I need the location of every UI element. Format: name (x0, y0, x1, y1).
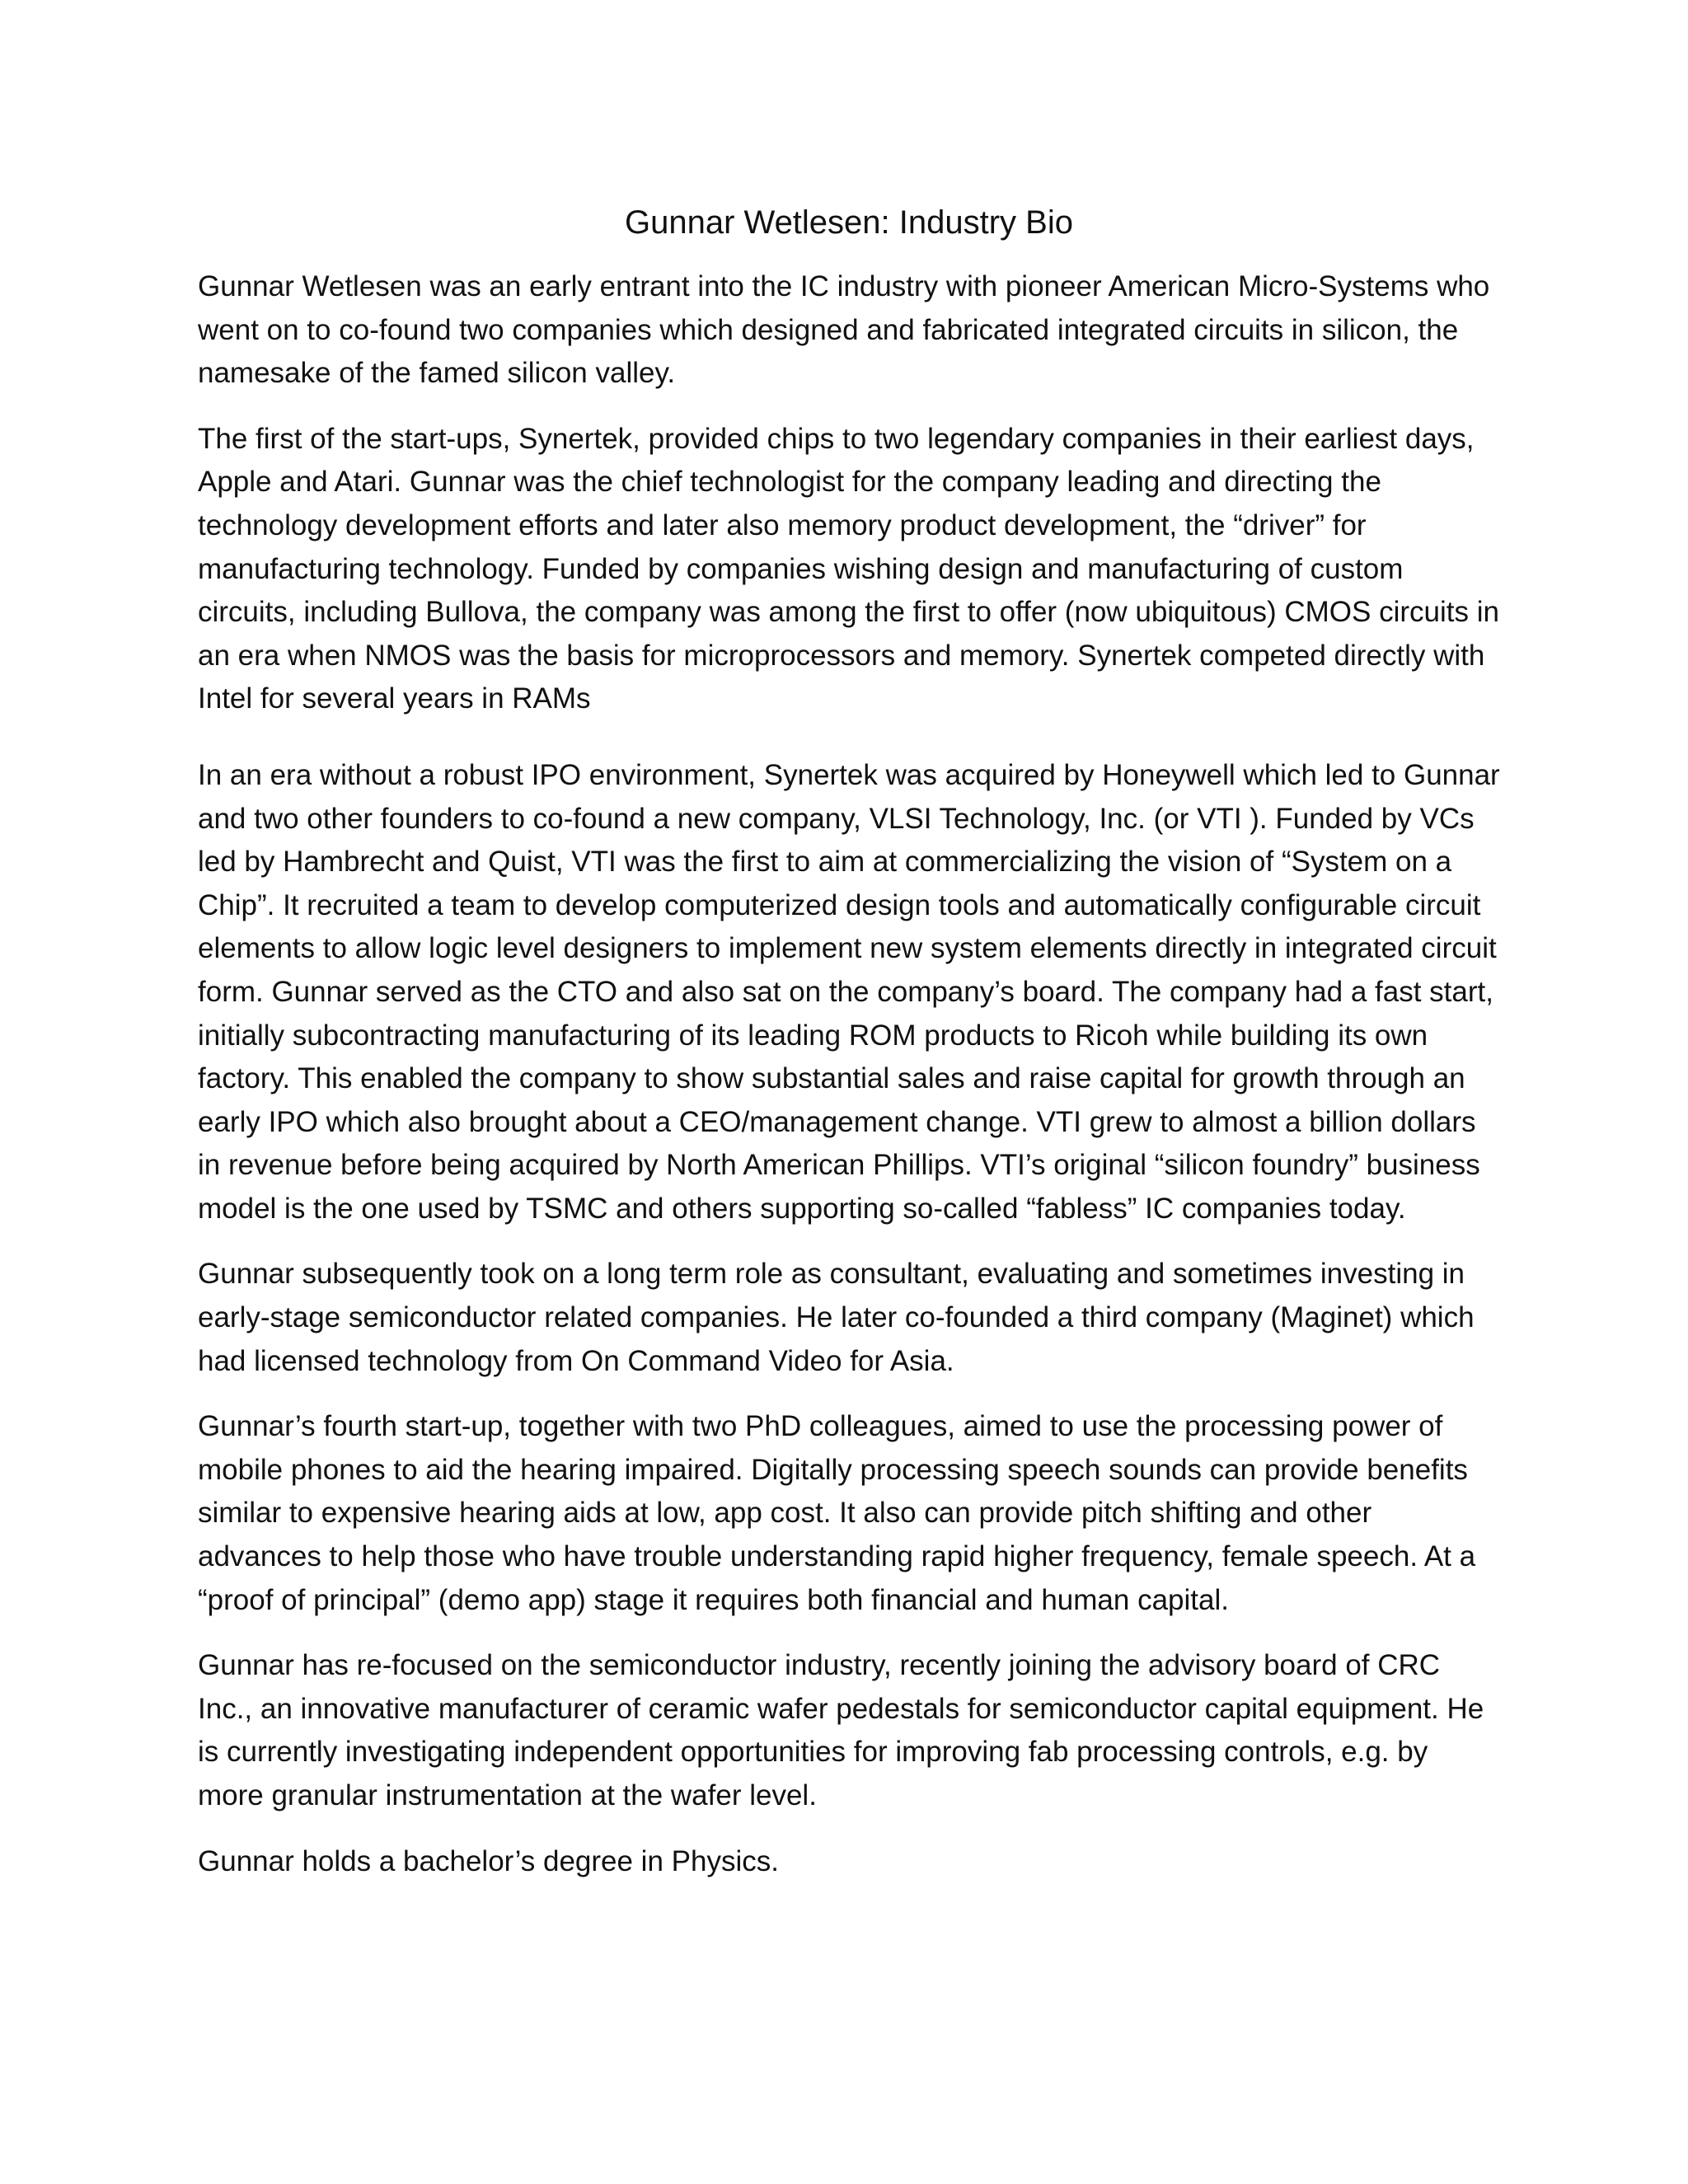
paragraph-degree: Gunnar holds a bachelor’s degree in Physics. (198, 1844, 779, 1877)
paragraph-semiconductor-refocus: Gunnar has re-focused on the semiconductor industry, recently joining the advisory board of CRC Inc., an innovative manufacturer of ceramic wafer pedestals for semiconductor capital equipment. He is currently investigating independent opportunities for improving fab processing controls, e.g. by more granular instrumentation at the wafer level. (198, 1649, 1484, 1811)
document-title: Gunnar Wetlesen: Industry Bio (625, 204, 1073, 241)
paragraph-consultant: Gunnar subsequently took on a long term role as consultant, evaluating and sometimes investing in early-stage semiconductor related companies. He later co-founded a third company (Maginet) which had licensed technology from On Command Video for Asia. (198, 1258, 1475, 1377)
paragraph-intro: Gunnar Wetlesen was an early entrant into the IC industry with pioneer American Micro-Systems who went on to co-found two companies which designed and fabricated integrated circuits in silicon, the namesake of the famed silicon valley. (198, 270, 1490, 390)
document-body (198, 198, 1500, 1905)
paragraph-synertek: The first of the start-ups, Synertek, provided chips to two legendary companies in their earliest days, Apple and Atari. Gunnar was the chief technologist for the company leading and directing the technology development efforts and later also memory product development, the “driver” for manufacturing technology. Funded by companies wishing design and manufacturing of custom circuits, including Bullova, the company was among the first to offer (now ubiquitous) CMOS circuits in an era when NMOS was the basis for microprocessors and memory. Synertek competed directly with Intel for several years in RAMs (198, 422, 1499, 715)
paragraph-fourth-startup: Gunnar’s fourth start-up, together with two PhD colleagues, aimed to use the processing power of mobile phones to aid the hearing impaired. Digitally processing speech sounds can provide benefits similar to expensive hearing aids at low, app cost. It also can provide pitch shifting and other advances to help those who have trouble understanding rapid higher frequency, female speech. At a “proof of principal” (demo app) stage it requires both financial and human capital. (198, 1410, 1476, 1616)
paragraph-vti: In an era without a robust IPO environment, Synertek was acquired by Honeywell which led to Gunnar and two other founders to co-found a new company, VLSI Technology, Inc. (or VTI ). Funded by VCs led by Hambrecht and Quist, VTI was the first to aim at commercializing the vision of “System on a Chip”. It recruited a team to develop computerized design tools and automatically configurable circuit elements to allow logic level designers to implement new system elements directly in integrated circuit form. Gunnar served as the CTO and also sat on the company’s board. The company had a fast start, initially subcontracting manufacturing of its leading ROM products to Ricoh while building its own factory. This enabled the company to show substantial sales and raise capital for growth through an early IPO which also brought about a CEO/management change. VTI grew to almost a billion dollars in revenue before being acquired by North American Phillips. VTI’s original “silicon foundry” business model is the one used by TSMC and others supporting so-called “fabless” IC companies today. (198, 758, 1500, 1225)
